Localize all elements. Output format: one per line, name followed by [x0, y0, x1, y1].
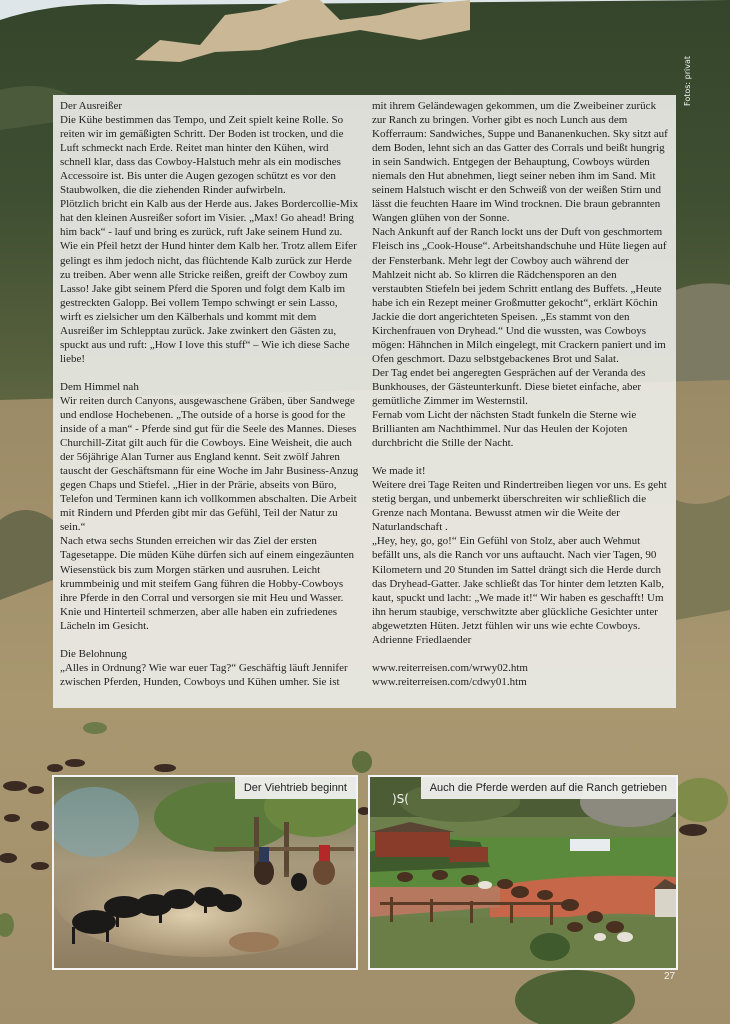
heading-we-made-it: We made it!	[372, 465, 426, 478]
caption-cattle-drive: Der Viehtrieb beginnt	[235, 777, 356, 799]
photo-cattle-drive	[52, 775, 358, 970]
paragraph: Nach etwa sechs Stunden erreichen wir das Ziel der ersten Tagesetappe. Die müden Kühe dürfen sich auf einem eingezäunten Wiesenstück bis zum Morgen stärken und ausruhen. Leicht krummbeinig und mit steifem Gang führen die Hobby-Cowboys ihre Pferde in den Corral und versorgen sie mit Heu und Wasser. Knie und Hinterteil schmerzen, aber alle haben ein zufriedenes Lächeln im Gesicht.	[60, 535, 354, 632]
brand-logo: )S(	[392, 792, 409, 806]
paragraph: Plötzlich bricht ein Kalb aus der Herde aus. Jakes Bordercollie-Mix hat den kleinen Ausreißer sofort im Visier. „Max! Go ahead! Bring him back“ - lauf und bring es zurück, ruft Jake seinem Hund zu. Wie ein Pfeil hetzt der Hund hinter dem Kalb her. Trotz allem Eifer gelingt es ihm jedoch nicht, das flüchtende Kalb zurück zur Herde zu treiben. Aber wenn alle Stricke reißen, greift der Cowboy zum Lasso! Jake gibt seinem Pferd die Sporen und folgt dem Kalb im gestreckten Galopp. Bei vollem Tempo schwingt er sein Lasso, wirft es zielsicher um den Kälberhals und kommt mit dem Ausreißer im Schlepptau zurück. Jake zwinkert den Gästen zu, spuckt aus und ruft: „How I love this stuff“ – Wie ich diese Sache liebe!	[60, 198, 359, 365]
heading-dem-himmel-nah: Dem Himmel nah	[60, 380, 139, 393]
article-text-panel	[53, 95, 676, 708]
link-wrwy02[interactable]: www.reiterreisen.com/wrwy02.htm	[372, 661, 528, 674]
heading-die-belohnung: Die Belohnung	[60, 647, 127, 660]
paragraph: „Hey, hey, go, go!“ Ein Gefühl von Stolz, aber auch Wehmut befällt uns, als die Ranch vor uns auftaucht. Nach vier Tagen, 90 Kilometern und 20 Stunden im Sattel drängt sich die Herde durch das Dryhead-Gatter. Jake schließt das Tor hinter dem letzten Kalb, kaut, spuckt und lacht: „We made it!“ Wir haben es geschafft! Um ihn herum staubige, verschwitzte aber glückliche Gesichter unter abgewetzten Hüten. Jetzt fühlen wir uns wie echte Cowboys.	[372, 535, 664, 632]
page-number: 27	[664, 971, 676, 982]
horse-drive-image	[370, 777, 676, 968]
cattle-drive-image	[54, 777, 356, 968]
paragraph: Die Kühe bestimmen das Tempo, und Zeit spielt keine Rolle. So reiten wir im gemäßigten Schritt. Der Boden ist trocken, und die Luft schmeckt nach Erde. Reitet man hinter den Kühen, wird schnell klar, dass das Cowboy-Halstuch mehr als ein modisches Accessoire ist. Bis unter die Augen gezogen schützt es vor den Staubwolken, die die ziehenden Rinder aufwirbeln.	[60, 114, 344, 197]
paragraph: Fernab vom Licht der nächsten Stadt funkeln die Sterne wie Brillianten am Nachthimmel. Nur das Heulen der Kojoten durchbricht die Stille der Nacht.	[372, 409, 637, 450]
photo-credit-text: Fotos: privat	[683, 55, 692, 106]
paragraph: Der Tag endet bei angeregten Gesprächen auf der Veranda des Bunkhouses, der Gästeunterkunft. Diese bietet einfache, aber gemütliche Zimmer im Westernstil.	[372, 366, 646, 407]
paragraph: mit ihrem Geländewagen gekommen, um die Zweibeiner zurück zur Ranch zu bringen. Vorher gibt es noch Lunch aus dem Kofferraum: Sandwiches, Suppe und Bananenkuchen. Sky sitzt auf dem Boden, lehnt sich an das Gatter des Corrals und beißt hungrig in sein Sandwich. Entgegen der Behauptung, Cowboys würden niemals den Hut abnehmen, liegt seiner neben ihm im Sand. Mit seinem Halstuch wischt er den Schweiß von der weißen Stirn und lässt die feuchten Haare im Wind trocknen. Die braun gebrannten Wangen glühen von der Sonne.	[372, 100, 668, 225]
heading-der-ausreisser: Der Ausreißer	[60, 100, 123, 112]
link-cdwy01[interactable]: www.reiterreisen.com/cdwy01.htm	[372, 675, 527, 688]
author-name: Adrienne Friedlaender	[372, 633, 472, 646]
caption-horses-to-ranch: Auch die Pferde werden auf die Ranch getrieben	[421, 777, 676, 799]
photo-horses-to-ranch	[368, 775, 678, 970]
paragraph: „Alles in Ordnung? Wie war euer Tag?“ Geschäftig läuft Jennifer zwischen Pferden, Hunden, Cowboys und Kühen umher. Sie ist	[60, 661, 348, 688]
paragraph: Weitere drei Tage Reiten und Rindertreiben liegen vor uns. Es geht stetig bergan, und unbemerkt überschreiten wir schließlich die Grenze nach Montana. Bewusst atmen wir die Weite der Naturlandschaft .	[372, 479, 667, 534]
paragraph: Nach Ankunft auf der Ranch lockt uns der Duft von geschmortem Fleisch ins „Cook-House“. Arbeitshandschuhe und Hüte liegen auf der Fensterbank. Mehr legt der Cowboy auch während der Mahlzeit nicht ab. So klirren die Rädchensporen an den verstaubten Stiefeln bei jedem Schritt entlang des Buffets. „Heute habe ich ein Rezept meiner Großmutter gekocht“, erklärt Köchin Jackie die dort angerichteten Speisen. „Es stammt von den Kirchenfrauen von Dryhead.“ Und die wussten, was Cowboys mögen: Hähnchen in Milch eingelegt, mit Crackern paniert und im Ofen geschmort. Dazu selbstgebackenes Brot und Salat.	[372, 226, 667, 365]
paragraph: Wir reiten durch Canyons, ausgewaschene Gräben, über Sandwege und endlose Hochebenen. „The outside of a horse is good for the inside of a man“ - Pferde sind gut für die Seele des Mannes. Dieses Churchill-Zitat gilt auch für die Cowboys. Eine Weisheit, die auch der 56jährige Alan Turner aus England kennt. Seit zwölf Jahren tauscht der Geschäftsmann für eine Woche im Jahr Business-Anzug gegen Chaps und Stiefel. „Hier in der Prärie, abseits von Büro, Telefon und Terminen kann ich vollkommen abschalten. Die Arbeit mit Rindern und Pferden gibt mir das Gefühl, Teil der Natur zu sein.“	[60, 394, 359, 534]
right-column	[372, 99, 669, 689]
left-column	[60, 99, 360, 689]
photo-credit	[679, 55, 699, 120]
